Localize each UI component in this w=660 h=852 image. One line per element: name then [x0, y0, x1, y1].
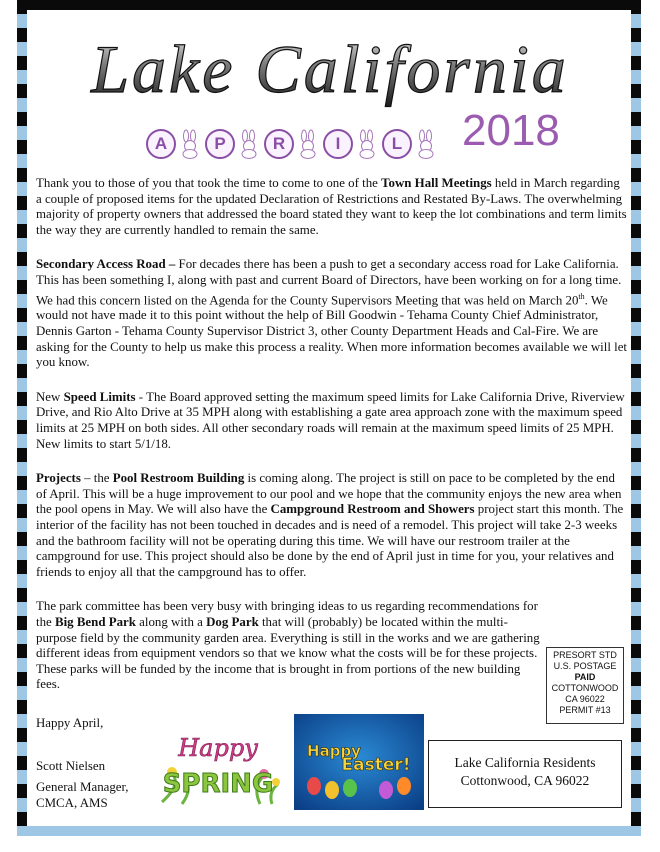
signer-credentials: CMCA, AMS — [36, 795, 108, 810]
text-run: Thank you to those of you that took the time to come to one of the — [36, 176, 382, 190]
easter-egg-icon — [397, 777, 411, 795]
postage-permit-box — [546, 647, 624, 724]
spring-happy-text: Happy — [178, 734, 258, 762]
bold-text: Speed Limits — [63, 389, 136, 404]
superscript-text: th — [578, 291, 585, 301]
postage-line: U.S. POSTAGE — [553, 661, 617, 671]
easter-word-text: Easter! — [341, 755, 411, 775]
postage-paid: PAID — [574, 672, 596, 682]
mailing-address-box — [428, 740, 622, 808]
text-run: – the — [80, 471, 113, 486]
text-run: . We would not have made it to this point without the help of Bill Goodwin - Tehama County Chief Administrator, Dennis Garton - Tehama County Supervisor District 3, other County Department Heads and Cal-Fire. We are asking for the County to help us make this process a reality. When more information becomes available we will let you know. — [36, 292, 628, 370]
projects-paragraph — [36, 471, 628, 580]
text-run: is coming along. The project is still on pace to be completed by the end of April. This will be a huge improvement to our pool and we hope that the community enjoys the new area when the pool opens in May. We will also have the — [36, 471, 622, 517]
text-run: that will (probably) be located within the multi-purpose field by the community garden area. Everything is still in the works and we are gathering different ideas from equipment vendors so that we know what the costs will be for these projects. These parks will be funded by the income that is brought in from portions of the new building fees. — [36, 614, 540, 692]
bunny-icon — [178, 129, 202, 159]
address-recipient: Lake California Residents — [454, 755, 596, 770]
year-label: 2018 — [462, 106, 560, 155]
happy-spring-image — [152, 724, 284, 810]
closing-greeting: Happy April, — [36, 716, 104, 730]
address-city: Cottonwood, CA 96022 — [460, 773, 590, 788]
bold-text: Projects — [36, 471, 81, 486]
signer-name: Scott Nielsen — [36, 758, 106, 773]
letter-i-bubble: I — [323, 129, 353, 159]
bunny-icon — [296, 129, 320, 159]
parks-paragraph — [36, 599, 544, 693]
easter-egg-icon — [307, 777, 321, 795]
bunny-icon — [237, 129, 261, 159]
bold-text: Town Hall Meetings — [381, 176, 492, 190]
text-run: - The Board approved setting the maximum speed limits for Lake California Drive, Riverview Drive, and Rio Alto Drive at 35 MPH along with establishing a gate area approach zone with the maximum speed limits at 25 MPH on both sides. All other secondary roads will remain at the maximum speed limits of 25 MPH. New limits to start 5/1/18. — [36, 389, 625, 451]
closing-signature — [36, 716, 129, 811]
newsletter-body — [36, 176, 628, 712]
town-hall-paragraph — [36, 176, 628, 238]
postage-line: COTTONWOOD — [551, 683, 619, 693]
easter-egg-icon — [343, 779, 357, 797]
text-run: held in March regarding a couple of proposed items for the updated Declaration of Restrictions and Restated By-Laws. The overwhelming majority of property owners that addressed the board stated they want to keep the lot combinations and term limits the way they are currently handled to remain the same. — [36, 176, 627, 237]
bunny-icon — [414, 129, 438, 159]
signer-role: General Manager, — [36, 780, 129, 795]
easter-happy-text: Happy — [307, 742, 361, 760]
newsletter-title — [70, 20, 590, 110]
letter-a-bubble: A — [146, 129, 176, 159]
easter-egg-icon — [325, 781, 339, 799]
bold-text: Dog Park — [206, 614, 259, 629]
easter-egg-icon — [379, 781, 393, 799]
spring-word-text: SPRING — [162, 769, 274, 799]
letter-r-bubble: R — [264, 129, 294, 159]
text-run: New — [36, 389, 64, 404]
text-run: For decades there has been a push to get a secondary access road for Lake California. This has been something I, along with past and current Board of Directors, have been working on for a long time. We had this concern listed on the Agenda for the County Supervisors Meeting that was held on March 20 — [36, 257, 622, 307]
text-run: project start this month. The interior of the facility has not been touched in decades and is need of a remodel. This project will take 2-3 weeks and the bathroom facility will not be operating during this time. We will have our restroom trailer at the campground for use. This project should also be done by the end of April just in time for you, your relatives and friends to enjoy all that the campground has to offer. — [36, 502, 624, 579]
bold-text: Big Bend Park — [54, 614, 136, 629]
postage-permit-number: PERMIT #13 — [559, 705, 611, 715]
bold-text: Pool Restroom Building — [112, 471, 245, 486]
text-run: The park committee has been very busy with bringing ideas to us regarding recommendations for the — [36, 599, 538, 629]
bold-text: Secondary Access Road – — [36, 257, 176, 272]
speed-limits-paragraph — [36, 390, 628, 452]
letter-l-bubble: L — [382, 129, 412, 159]
april-banner — [146, 124, 441, 164]
postage-line: PRESORT STD — [553, 650, 617, 660]
letter-p-bubble: P — [205, 129, 235, 159]
bunny-icon — [355, 129, 379, 159]
title-text: Lake California — [91, 31, 569, 107]
text-run: along with a — [135, 614, 207, 629]
happy-easter-image — [294, 714, 424, 810]
bold-text: Campground Restroom and Showers — [270, 502, 475, 517]
postage-line: CA 96022 — [565, 694, 605, 704]
access-road-paragraph — [36, 257, 628, 370]
